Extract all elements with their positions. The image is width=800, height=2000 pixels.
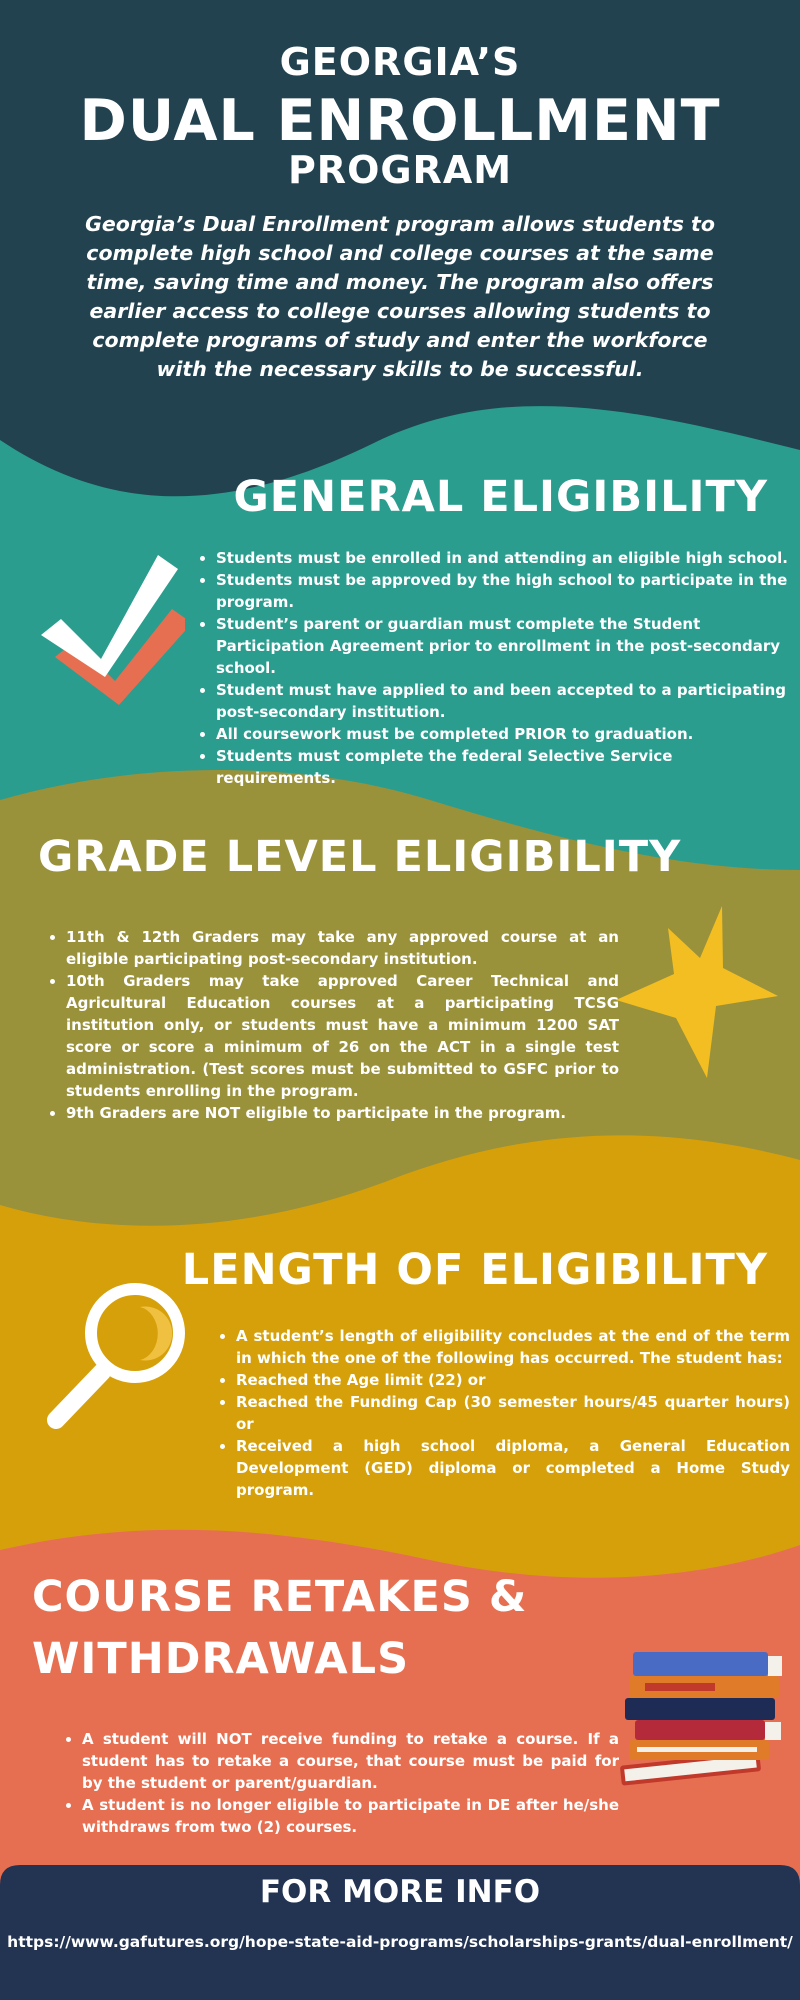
footer-title: FOR MORE INFO — [259, 1874, 541, 1910]
list-item: • All coursework must be completed PRIOR to graduation. — [216, 723, 788, 745]
list-item: • Students must be enrolled in and attending an eligible high school. — [216, 547, 788, 569]
list-item: • Students must complete the federal Selective Service requirements. — [216, 745, 788, 789]
list-item: • Student must have applied to and been accepted to a participating post-secondary institution. — [216, 679, 788, 723]
list-item: • 11th & 12th Graders may take any approved course at an eligible participating post-secondary institution. — [66, 926, 619, 970]
grade-level-eligibility-list — [46, 926, 619, 1124]
course-retakes-list — [62, 1728, 619, 1838]
course-retakes-heading: COURSE RETAKES & — [32, 1572, 528, 1622]
length-of-eligibility-list — [216, 1325, 790, 1501]
title-dual-enrollment: DUAL ENROLLMENT — [79, 88, 721, 154]
list-item: • A student’s length of eligibility concludes at the end of the term in which the one of the following has occurred. The student has: — [236, 1325, 790, 1369]
star-icon — [610, 900, 790, 1085]
list-item: • Reached the Age limit (22) or — [236, 1369, 790, 1391]
list-item: • A student will NOT receive funding to retake a course. If a student has to retake a course, that course must be paid for by the student or parent/guardian. — [82, 1728, 619, 1794]
list-item: • 10th Graders may take approved Career Technical and Agricultural Education courses at a participating TCSG institution only, or students must have a minimum 1200 SAT score or score a minimum of 26 on the ACT in a single test administration. (Test scores must be submitted to GSFC prior to students enrolling in the program. — [66, 970, 619, 1102]
length-of-eligibility-heading: LENGTH OF ELIGIBILITY — [181, 1245, 768, 1295]
list-item: • A student is no longer eligible to participate in DE after he/she withdraws from two (2) courses. — [82, 1794, 619, 1838]
general-eligibility-list — [196, 547, 788, 789]
title-program: PROGRAM — [287, 148, 513, 192]
list-item: • 9th Graders are NOT eligible to participate in the program. — [66, 1102, 619, 1124]
intro-paragraph: Georgia’s Dual Enrollment program allows students to complete high school and college courses at the same time, saving time and money. The program also offers earlier access to college courses allowing students to complete programs of study and enter the workforce with the necessary skills to be successful. — [85, 212, 715, 381]
info-link[interactable]: https://www.gafutures.org/hope-state-aid-programs/scholarships-grants/dual-enrollment/ — [7, 1933, 793, 1951]
general-eligibility-heading: GENERAL ELIGIBILITY — [233, 472, 768, 522]
list-item: • Reached the Funding Cap (30 semester hours/45 quarter hours) or — [236, 1391, 790, 1435]
magnifying-glass-icon — [40, 1280, 190, 1435]
list-item: • Received a high school diploma, a General Education Development (GED) diploma or completed a Home Study program. — [236, 1435, 790, 1501]
checkmark-icon — [35, 545, 185, 725]
grade-level-eligibility-heading: GRADE LEVEL ELIGIBILITY — [38, 832, 682, 882]
title-georgias: GEORGIA’S — [279, 40, 521, 84]
list-item: • Students must be approved by the high school to participate in the program. — [216, 569, 788, 613]
list-item: • Student’s parent or guardian must complete the Student Participation Agreement prior to enrollment in the post-secondary school. — [216, 613, 788, 679]
withdrawals-heading: WITHDRAWALS — [32, 1634, 410, 1684]
books-stack-icon — [615, 1648, 790, 1793]
